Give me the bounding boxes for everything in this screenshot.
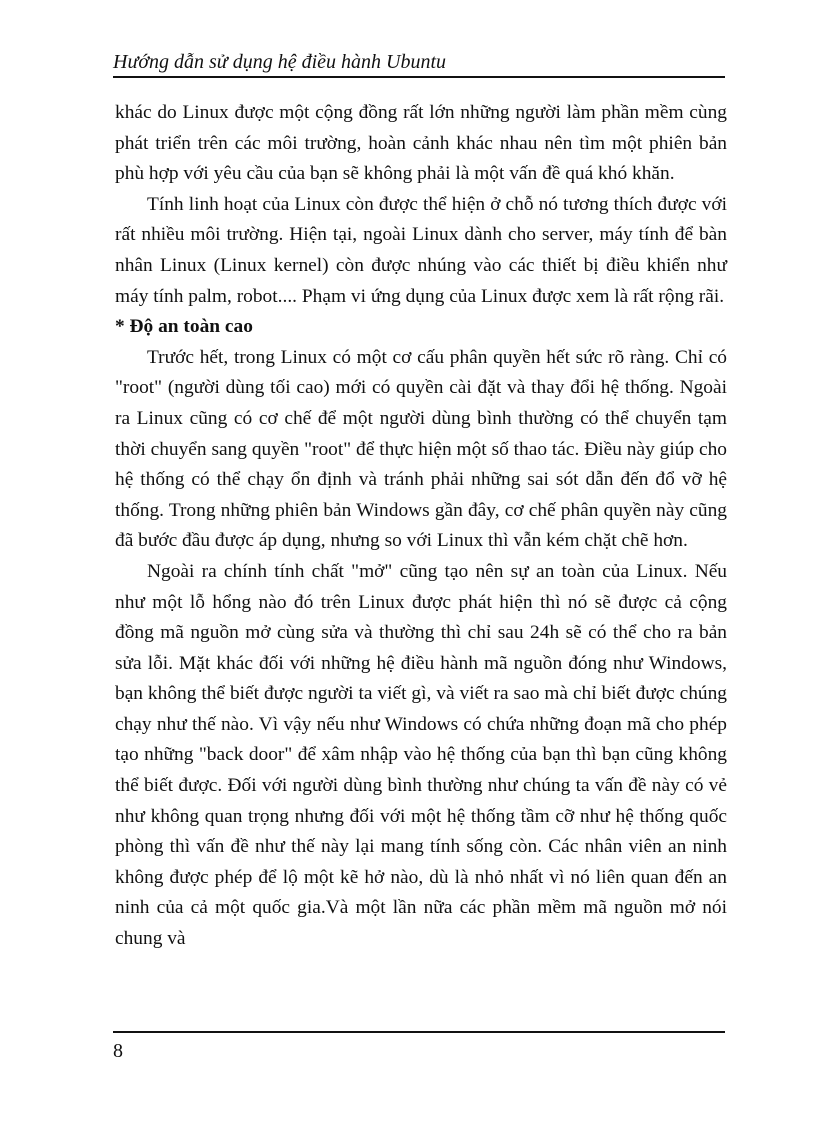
paragraph-continuation: khác do Linux được một cộng đồng rất lớn những người làm phần mềm cùng phát triển trên các môi trường, hoàn cảnh khác nhau nên tìm một phiên bản phù hợp với yêu cầu của bạn sẽ không phải là một vấn đề quá khó khăn. <box>115 102 727 185</box>
header-title: Hướng dẫn sử dụng hệ điều hành Ubuntu <box>113 51 447 73</box>
footer-rule <box>113 1031 725 1033</box>
page-footer <box>113 1031 725 1071</box>
paragraph-permissions: Trước hết, trong Linux có một cơ cấu phân quyền hết sức rõ ràng. Chỉ có "root" (người dùng tối cao) mới có quyền cài đặt và thay đổi hệ thống. Ngoài ra Linux cũng có cơ chế để một người dùng bình thường có thể chuyển tạm thời chuyển sang quyền "root" để thực hiện một số thao tác. Điều này giúp cho hệ thống có thể chạy ổn định và tránh phải những sai sót dẫn đến đổ vỡ hệ thống. Trong những phiên bản Windows gần đây, cơ chế phân quyền này cũng đã bước đầu được áp dụng, nhưng so với Linux thì vẫn kém chặt chẽ hơn. <box>115 346 727 552</box>
paragraph-flexibility: Tính linh hoạt của Linux còn được thể hiện ở chỗ nó tương thích được với rất nhiều môi trường. Hiện tại, ngoài Linux dành cho server, máy tính để bàn nhân Linux (Linux kernel) còn được nhúng vào các thiết bị điều khiển như máy tính palm, robot.... Phạm vi ứng dụng của Linux được xem là rất rộng rãi. <box>115 193 727 307</box>
header-rule <box>113 76 725 78</box>
page-number: 8 <box>113 1040 123 1062</box>
paragraph-open-source: Ngoài ra chính tính chất "mở" cũng tạo nên sự an toàn của Linux. Nếu như một lỗ hổng nào đó trên Linux được phát hiện thì nó sẽ được cả cộng đồng mã nguồn mở cùng sửa và thường thì chỉ sau 24h sẽ có thể cho ra bản sửa lỗi. Mặt khác đối với những hệ điều hành mã nguồn đóng như Windows, bạn không thể biết được người ta viết gì, và viết ra sao mà chỉ biết được chúng chạy như thế nào. Vì vậy nếu như Windows có chứa những đoạn mã cho phép tạo những "back door" để xâm nhập vào hệ thống của bạn thì bạn cũng không thể biết được. Đối với người dùng bình thường như chúng ta vấn đề này có vẻ như không quan trọng nhưng đối với một hệ thống tầm cỡ như hệ thống quốc phòng thì vấn đề như thế này lại mang tính sống còn. Các nhân viên an ninh không được phép để lộ một kẽ hở nào, dù là nhỏ nhất vì nó liên quan đến an ninh của cả một quốc gia.Và một lần nữa các phần mềm mã nguồn mở nói chung và <box>115 560 727 950</box>
body-text <box>115 98 727 955</box>
page-header <box>113 48 725 78</box>
section-heading: * Độ an toàn cao <box>115 316 253 338</box>
